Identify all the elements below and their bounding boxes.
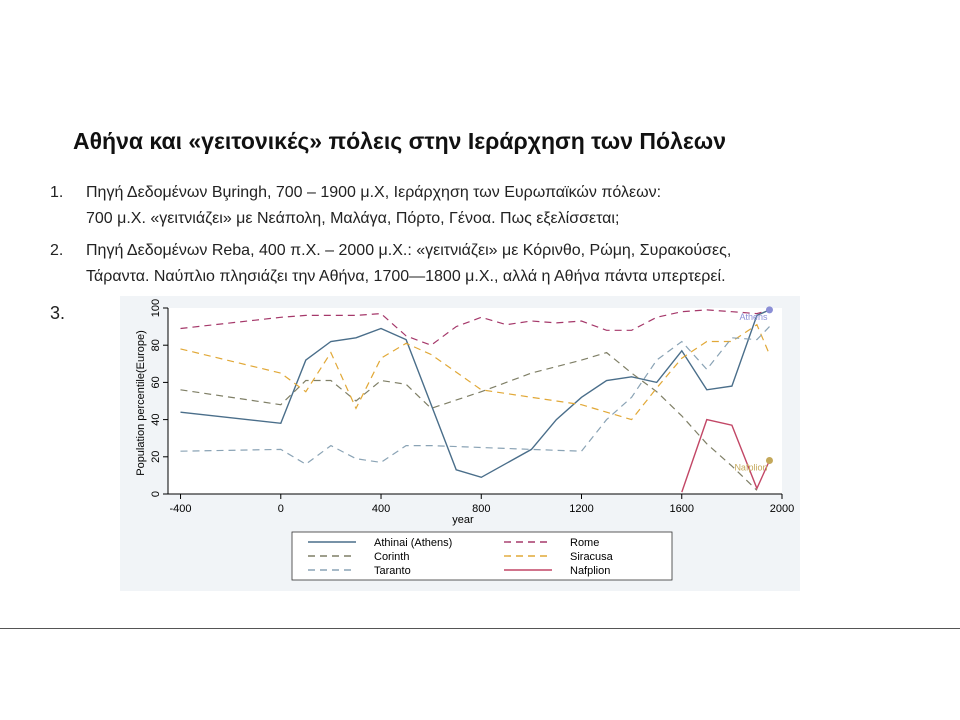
legend-label: Siracusa [570,551,613,563]
x-tick-label: -400 [169,503,192,515]
chart-axes [135,299,794,526]
x-tick-label: 400 [371,503,391,515]
legend-label: Taranto [374,565,411,577]
y-tick-label: 60 [150,376,162,389]
item-2-line-1: Πηγή Δεδομένων Reba, 400 π.Χ. – 2000 μ.Χ.: «γειτνιάζει» με Κόρινθο, Ρώμη, Συρακούσες, [86,242,732,259]
chart-panel [120,296,800,591]
item-1-line-1: Πηγή Δεδομένων Bu̧ringh, 700 – 1900 μ.Χ, Ιεράρχηση των Ευρωπαϊκών πόλεων: [86,184,662,201]
y-tick-label: 100 [150,298,162,318]
item-1-number: 1. [50,184,64,201]
x-tick-label: 800 [472,503,491,515]
slide-title: Αθήνα και «γειτονικές» πόλεις στην Ιεράρχηση των Πόλεων [73,128,727,154]
annotation-label: Nafplion [734,462,768,473]
x-tick-label: 0 [277,503,284,515]
item-1-line-2: 700 μ.Χ. «γειτνιάζει» με Νεάπολη, Μαλάγα, Πόρτο, Γένοα. Πως εξελίσσεται; [86,210,620,227]
y-tick-label: 0 [150,490,162,498]
x-tick-label: 2000 [769,503,795,515]
y-tick-label: 40 [150,413,162,426]
x-tick-label: 1600 [669,503,694,515]
item-2-line-2: Τάραντα. Ναύπλιο πλησιάζει την Αθήνα, 1700—1800 μ.Χ., αλλά η Αθήνα πάντα υπερτερεί. [86,268,726,285]
item-2-number: 2. [50,242,64,259]
y-tick-label: 80 [150,339,162,352]
y-tick-label: 20 [150,450,162,463]
item-3-number: 3. [50,303,66,323]
line-chart [120,296,800,591]
y-axis-title: Population percentile(Europe) [135,330,147,476]
legend-label: Athinai (Athens) [374,537,453,549]
slide-divider-line [0,628,960,629]
legend-label: Corinth [374,551,410,563]
annotation-label: Athens [739,311,768,322]
x-tick-label: 1200 [569,503,594,515]
plot-area [168,308,782,494]
legend-label: Rome [570,537,600,549]
x-axis-title: year [452,514,474,526]
chart-legend [292,532,672,580]
legend-label: Nafplion [570,565,611,577]
